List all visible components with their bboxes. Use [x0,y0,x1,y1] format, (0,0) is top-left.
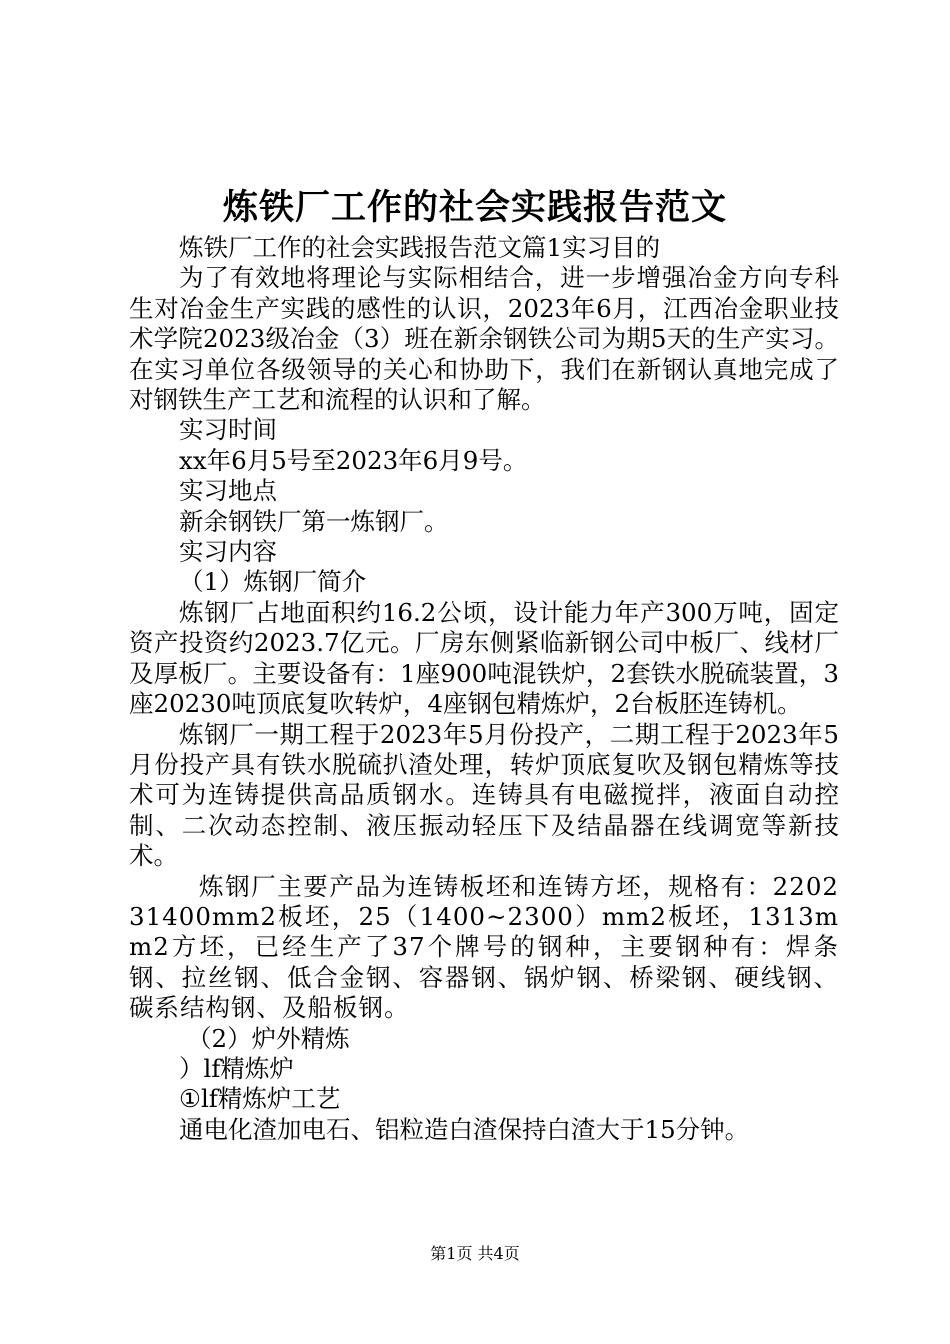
paragraph-time: xx年6月5号至2023年6月9号。 [179,445,528,475]
paragraph-slag-process: 通电化渣加电石、铝粒造白渣保持白渣大于15分钟。 [179,1114,750,1144]
paragraph-time-heading: 实习时间 [179,415,277,445]
paragraph-location-heading: 实习地点 [179,476,277,506]
document-body [129,233,839,1145]
document-title: 炼铁厂工作的社会实践报告范文 [222,187,727,228]
paragraph-lf-furnace: ）lf精炼炉 [179,1053,294,1083]
paragraph-lf-process: ①lf精炼炉工艺 [179,1084,341,1114]
paragraph-plant-overview: 炼钢厂占地面积约16.2公顷，设计能力年产300万吨，固定资产投资约2023.7亿元。厂房东侧紧临新钢公司中板厂、线材厂及厚板厂。主要设备有：1座900吨混铁炉，2套铁水脱硫装置，3座20230吨顶底复吹转炉，4座钢包精炼炉，2台板胚连铸机。 [129,597,839,719]
paragraph-heading-purpose: 炼铁厂工作的社会实践报告范文篇1实习目的 [179,233,661,262]
paragraph-section-2-heading: （2）炉外精炼 [187,1023,350,1053]
paragraph-plant-phases: 炼钢厂一期工程于2023年5月份投产，二期工程于2023年5月份投产具有铁水脱硫扒渣处理，转炉顶底复吹及钢包精炼等技术可为连铸提供高品质钢水。连铸具有电磁搅拌，液面自动控制、二次动态控制、液压振动轻压下及结晶器在线调宽等新技术。 [129,719,839,871]
paragraph-section-1-heading: （1）炼钢厂简介 [179,567,367,597]
paragraph-content-heading: 实习内容 [179,537,277,567]
page-indicator: 第1页 共4页 [430,1244,520,1263]
paragraph-location: 新余钢铁厂第一炼钢厂。 [179,506,449,536]
paragraph-purpose: 为了有效地将理论与实际相结合，进一步增强冶金方向专科生对冶金生产实践的感性的认识，2023年6月，江西冶金职业技术学院2023级冶金（3）班在新余钢铁公司为期5天的生产实习。在实习单位各级领导的关心和协助下，我们在新钢认真地完成了对钢铁生产工艺和流程的认识和了解。 [129,263,839,415]
paragraph-plant-products: 炼钢厂主要产品为连铸板坯和连铸方坯，规格有：220231400mm2板坯，25（1400~2300）mm2板坯，1313mm2方坯，已经生产了37个牌号的钢种，主要钢种有：焊条钢、拉丝钢、低合金钢、容器钢、锅炉钢、桥梁钢、硬线钢、碳系结构钢、及船板钢。 [129,871,839,1023]
